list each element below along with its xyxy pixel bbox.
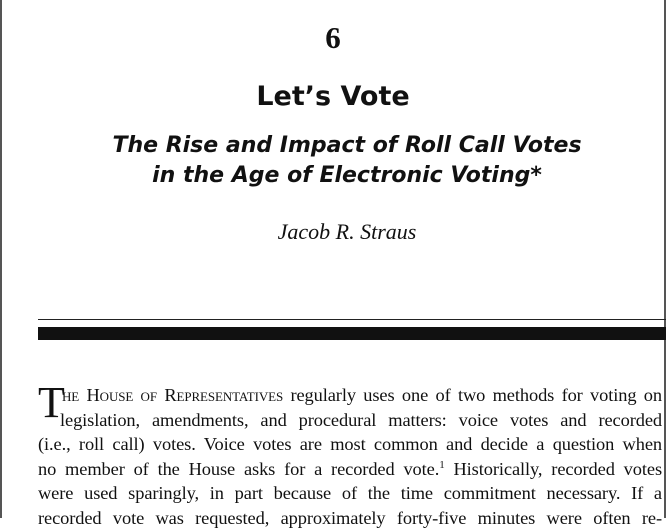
body-line-6: recorded vote was requested, approximately forty-five minutes were often re- xyxy=(38,507,662,528)
author-name: Jacob R. Straus xyxy=(277,219,417,244)
subtitle-line-2: in the Age of Electronic Voting* xyxy=(152,163,542,188)
thin-rule xyxy=(38,319,666,320)
page-left-edge xyxy=(0,0,2,518)
subtitle-line-1: The Rise and Impact of Roll Call Votes xyxy=(112,133,582,158)
chapter-title: Let’s Vote xyxy=(256,81,410,112)
small-caps-lead: he House of Representatives xyxy=(62,385,284,405)
body-paragraph xyxy=(38,378,663,531)
footnote-reference[interactable]: 1 xyxy=(439,458,445,471)
body-line-4 xyxy=(38,457,662,482)
line-4-tail: Historically, recorded votes xyxy=(444,458,663,479)
line-4-text: no member of the House asks for a recorded vote. xyxy=(38,458,440,479)
thick-rule xyxy=(38,327,666,340)
chapter-number: 6 xyxy=(325,20,341,55)
drop-cap: T xyxy=(38,378,65,427)
chapter-subtitle xyxy=(0,131,666,191)
body-line-2: legislation, amendments, and procedural matters: voice votes and recorded xyxy=(60,409,662,430)
body-line-3: (i.e., roll call) votes. Voice votes are most common and decide a question when xyxy=(38,434,662,455)
body-line-1 xyxy=(38,383,662,408)
line-1-rest: regularly uses one of two methods for voting on xyxy=(283,385,662,405)
body-line-5: were used sparingly, in part because of the time commitment necessary. If a xyxy=(38,483,662,504)
